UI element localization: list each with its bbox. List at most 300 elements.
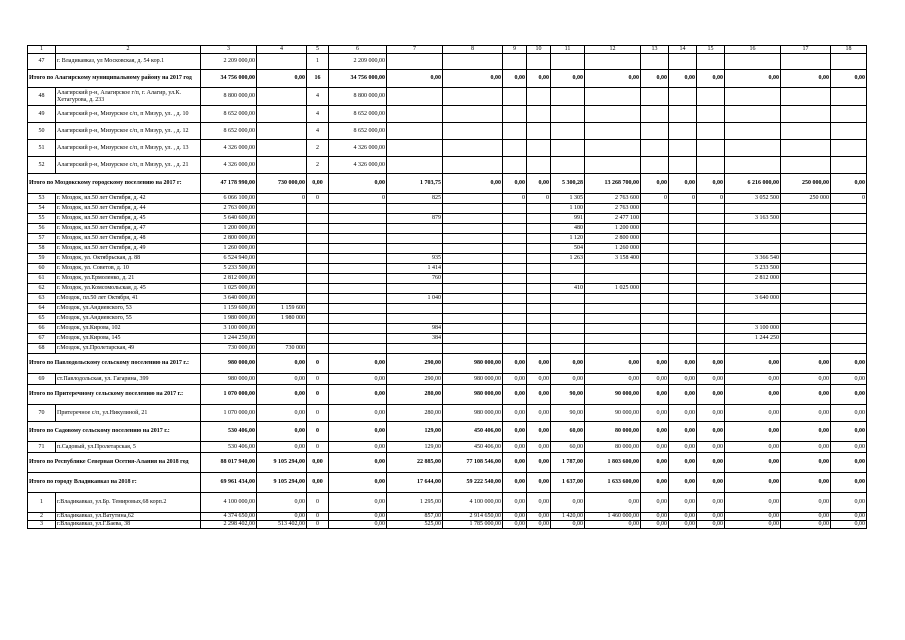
row-number: 49 <box>28 106 56 123</box>
table-cell <box>443 140 503 157</box>
table-cell: 980 000,00 <box>443 385 503 405</box>
table-cell <box>669 54 697 70</box>
table-cell <box>443 157 503 174</box>
table-row <box>28 274 867 284</box>
table-cell <box>443 334 503 344</box>
subtotal-row <box>28 354 867 374</box>
table-cell: 2 800 000 <box>585 234 641 244</box>
table-cell <box>831 54 867 70</box>
table-cell <box>669 274 697 284</box>
row-number: 63 <box>28 294 56 304</box>
table-cell <box>831 344 867 354</box>
table-cell: 0,00 <box>503 493 527 513</box>
row-number: 68 <box>28 344 56 354</box>
row-number: 55 <box>28 214 56 224</box>
table-cell <box>503 54 527 70</box>
address-cell: г. Моздок, ил.50 лет Октября, д. 49 <box>56 244 201 254</box>
table-cell: 0,00 <box>697 521 725 529</box>
table-cell <box>725 204 781 214</box>
table-row <box>28 284 867 294</box>
table-cell <box>257 234 307 244</box>
table-cell <box>387 204 443 214</box>
table-cell <box>697 88 725 106</box>
table-cell <box>781 284 831 294</box>
address-cell: г.Моздок, ул.Андиевского, 55 <box>56 314 201 324</box>
table-cell: 8 652 000,00 <box>201 123 257 140</box>
table-cell <box>527 334 551 344</box>
table-cell <box>503 344 527 354</box>
table-cell <box>831 264 867 274</box>
table-cell <box>551 344 585 354</box>
table-cell: 0,00 <box>641 473 669 493</box>
table-cell: 0,00 <box>257 70 307 88</box>
table-cell: 0,00 <box>781 405 831 422</box>
table-cell: 0,00 <box>697 473 725 493</box>
table-cell: 2 763 000 <box>585 204 641 214</box>
table-cell: 0,00 <box>329 174 387 194</box>
table-cell: 0,00 <box>831 493 867 513</box>
table-cell: 2 812 000,00 <box>201 274 257 284</box>
table-cell: 77 108 546,00 <box>443 453 503 473</box>
table-cell <box>503 157 527 174</box>
table-cell: 17 644,00 <box>387 473 443 493</box>
table-cell: 1 025 000 <box>585 284 641 294</box>
table-cell <box>781 304 831 314</box>
table-cell: 0 <box>669 194 697 204</box>
table-cell <box>585 88 641 106</box>
table-cell: 4 <box>307 88 329 106</box>
table-cell: 0,00 <box>527 493 551 513</box>
table-cell: 16 <box>307 70 329 88</box>
table-cell <box>257 140 307 157</box>
table-cell <box>527 244 551 254</box>
table-cell <box>551 123 585 140</box>
table-cell <box>443 88 503 106</box>
table-cell <box>781 274 831 284</box>
table-cell: 2 <box>307 140 329 157</box>
table-cell <box>329 344 387 354</box>
table-cell <box>641 304 669 314</box>
table-cell <box>257 294 307 304</box>
row-number: 53 <box>28 194 56 204</box>
table-cell <box>443 264 503 274</box>
subtotal-label: Итого по Моздокскому городскому поселению на 2017 г: <box>28 174 201 194</box>
table-cell <box>641 54 669 70</box>
table-cell: 60,00 <box>551 442 585 453</box>
table-cell: 0 <box>641 194 669 204</box>
row-number: 51 <box>28 140 56 157</box>
table-cell <box>669 140 697 157</box>
table-cell <box>697 274 725 284</box>
subtotal-label: Итого по Садовому сельскому поселению на 2017 г.: <box>28 422 201 442</box>
address-cell: Притеречное с/п, ул.Никулиной, 21 <box>56 405 201 422</box>
table-row <box>28 214 867 224</box>
table-cell: 760 <box>387 274 443 284</box>
table-cell: 0 <box>307 374 329 385</box>
table-cell <box>697 314 725 324</box>
table-cell: 0,00 <box>585 70 641 88</box>
table-cell: 0,00 <box>551 374 585 385</box>
table-cell <box>669 334 697 344</box>
address-cell: п.Садовый, ул.Пролетарская, 5 <box>56 442 201 453</box>
table-cell <box>781 54 831 70</box>
table-cell <box>443 123 503 140</box>
table-cell: 857,00 <box>387 513 443 521</box>
table-cell: 0,00 <box>669 70 697 88</box>
table-cell <box>307 214 329 224</box>
table-cell <box>527 274 551 284</box>
table-cell <box>781 334 831 344</box>
table-cell <box>551 140 585 157</box>
table-cell: 2 209 000,00 <box>329 54 387 70</box>
table-cell: 0,00 <box>697 385 725 405</box>
table-cell <box>551 304 585 314</box>
table-cell: 0,00 <box>443 70 503 88</box>
table-cell <box>669 344 697 354</box>
table-cell: 88 017 940,00 <box>201 453 257 473</box>
table-cell: 69 961 434,00 <box>201 473 257 493</box>
table-cell <box>527 234 551 244</box>
table-cell: 980 000,00 <box>443 405 503 422</box>
table-cell: 1 159 600 <box>257 304 307 314</box>
table-cell <box>503 254 527 264</box>
table-cell: 0,00 <box>669 453 697 473</box>
table-cell: 2 812 000 <box>725 274 781 284</box>
table-cell: 0,00 <box>725 493 781 513</box>
table-cell <box>527 106 551 123</box>
table-cell: 2 800 000,00 <box>201 234 257 244</box>
table-cell: 0,00 <box>831 354 867 374</box>
address-cell: Алагирский р-н, Мизурское с/п, п Мизур, ул. , д. 12 <box>56 123 201 140</box>
table-cell: 0,00 <box>831 453 867 473</box>
table-cell: 980 000,00 <box>443 354 503 374</box>
table-cell: 0,00 <box>641 405 669 422</box>
subtotal-row <box>28 174 867 194</box>
table-cell <box>725 106 781 123</box>
table-cell <box>551 324 585 334</box>
table-cell <box>725 224 781 234</box>
subtotal-label: Итого по городу Владикавказ на 2018 г: <box>28 473 201 493</box>
subtotal-row <box>28 453 867 473</box>
table-cell: 0,00 <box>641 422 669 442</box>
table-cell <box>669 314 697 324</box>
table-cell: 0,00 <box>527 385 551 405</box>
table-cell <box>329 204 387 214</box>
table-cell <box>329 234 387 244</box>
table-cell: 730 000,00 <box>257 174 307 194</box>
table-cell: 3 640 000,00 <box>201 294 257 304</box>
table-cell: 0,00 <box>831 174 867 194</box>
table-cell <box>697 54 725 70</box>
table-cell: 6 216 000,00 <box>725 174 781 194</box>
address-cell: г. Моздок, ил.50 лет Октября, д. 48 <box>56 234 201 244</box>
table-cell: 1 200 000,00 <box>201 224 257 234</box>
table-cell <box>585 324 641 334</box>
table-cell: 5 233 500 <box>725 264 781 274</box>
table-cell: 0,00 <box>781 473 831 493</box>
table-cell: 1 120 <box>551 234 585 244</box>
table-cell <box>585 157 641 174</box>
table-cell <box>503 214 527 224</box>
table-cell: 0,00 <box>725 513 781 521</box>
table-cell <box>641 274 669 284</box>
column-number: 15 <box>697 46 725 54</box>
table-cell: 0,00 <box>697 442 725 453</box>
table-cell: 0,00 <box>307 473 329 493</box>
table-cell: 0,00 <box>329 513 387 521</box>
table-cell <box>527 314 551 324</box>
table-cell <box>551 334 585 344</box>
table-cell: 0,00 <box>669 405 697 422</box>
table-cell <box>831 314 867 324</box>
table-cell: 0 <box>307 385 329 405</box>
table-cell <box>669 294 697 304</box>
table-cell: 0,00 <box>329 453 387 473</box>
table-cell <box>329 304 387 314</box>
table-cell: 0,00 <box>669 422 697 442</box>
table-cell: 0,00 <box>697 493 725 513</box>
table-cell <box>257 88 307 106</box>
row-number: 71 <box>28 442 56 453</box>
table-cell: 0,00 <box>697 513 725 521</box>
table-cell: 0,00 <box>725 374 781 385</box>
column-number: 1 <box>28 46 56 54</box>
table-cell <box>641 244 669 254</box>
table-cell <box>387 54 443 70</box>
table-cell <box>503 314 527 324</box>
table-cell: 0,00 <box>257 442 307 453</box>
table-cell <box>503 140 527 157</box>
table-cell: 0,00 <box>831 374 867 385</box>
table-row <box>28 157 867 174</box>
table-row <box>28 204 867 214</box>
address-cell: г. Моздок, ул. Октябрьская, д. 88 <box>56 254 201 264</box>
row-number: 59 <box>28 254 56 264</box>
table-cell <box>551 157 585 174</box>
table-cell <box>307 244 329 254</box>
table-cell: 0,00 <box>669 442 697 453</box>
table-cell <box>387 157 443 174</box>
table-cell <box>641 123 669 140</box>
row-number: 70 <box>28 405 56 422</box>
table-cell <box>257 214 307 224</box>
table-cell <box>503 204 527 214</box>
table-cell: 0,00 <box>527 513 551 521</box>
table-cell: 0,00 <box>697 405 725 422</box>
table-cell: 0 <box>307 354 329 374</box>
table-cell: 0,00 <box>257 354 307 374</box>
table-cell <box>831 214 867 224</box>
table-cell: 4 326 000,00 <box>201 157 257 174</box>
table-cell <box>641 344 669 354</box>
table-cell <box>307 314 329 324</box>
table-row <box>28 314 867 324</box>
table-cell: 0,00 <box>257 513 307 521</box>
table-row <box>28 234 867 244</box>
table-cell: 991 <box>551 214 585 224</box>
table-cell <box>669 234 697 244</box>
subtotal-label: Итого по Павлодольскому сельскому поселению на 2017 г.: <box>28 354 201 374</box>
table-cell <box>725 54 781 70</box>
table-cell <box>307 324 329 334</box>
address-cell: г. Моздок, ил.50 лет Октября, д. 44 <box>56 204 201 214</box>
table-cell: 480 <box>551 224 585 234</box>
table-cell: 3 640 000 <box>725 294 781 304</box>
table-cell: 0 <box>307 521 329 529</box>
table-cell: 6 066 100,00 <box>201 194 257 204</box>
table-cell <box>503 324 527 334</box>
table-cell <box>831 88 867 106</box>
table-cell <box>257 274 307 284</box>
table-cell: 0,00 <box>641 374 669 385</box>
table-cell <box>329 224 387 234</box>
address-cell: г.Моздок, ул.Пролетарская, 49 <box>56 344 201 354</box>
table-cell <box>669 254 697 264</box>
table-cell: 1 <box>307 54 329 70</box>
table-cell: 0,00 <box>641 442 669 453</box>
table-cell: 0,00 <box>257 385 307 405</box>
table-cell <box>387 88 443 106</box>
table-cell: 0,00 <box>585 521 641 529</box>
table-cell <box>641 294 669 304</box>
table-cell: 0,00 <box>697 174 725 194</box>
column-number: 5 <box>307 46 329 54</box>
table-cell: 1 803 600,00 <box>585 453 641 473</box>
row-number: 50 <box>28 123 56 140</box>
table-cell: 1 100 <box>551 204 585 214</box>
table-cell <box>781 254 831 264</box>
table-cell <box>503 304 527 314</box>
table-cell: 1 200 000 <box>585 224 641 234</box>
table-cell <box>781 224 831 234</box>
table-cell: 1 633 600,00 <box>585 473 641 493</box>
table-cell: 825 <box>387 194 443 204</box>
table-cell: 8 652 000,00 <box>201 106 257 123</box>
table-cell <box>307 274 329 284</box>
table-cell: 8 652 000,00 <box>329 106 387 123</box>
table-cell <box>697 344 725 354</box>
table-cell <box>503 234 527 244</box>
table-cell <box>551 294 585 304</box>
table-cell <box>503 284 527 294</box>
table-cell <box>307 304 329 314</box>
table-cell <box>781 123 831 140</box>
row-number: 60 <box>28 264 56 274</box>
address-cell: г.Моздок, ул.Кирова, 102 <box>56 324 201 334</box>
table-cell <box>697 157 725 174</box>
table-cell <box>387 304 443 314</box>
table-cell <box>257 157 307 174</box>
table-cell: 730 000 <box>257 344 307 354</box>
table-cell <box>527 304 551 314</box>
address-cell: г.Владикавказ, ул.Бр. Темировых,68 корп.2 <box>56 493 201 513</box>
table-cell <box>503 244 527 254</box>
table-cell <box>503 274 527 284</box>
table-cell: 0,00 <box>527 405 551 422</box>
subtotal-label: Итого по Республике Северная Осетия-Алания на 2018 год <box>28 453 201 473</box>
table-cell <box>641 234 669 244</box>
table-cell: 530 406,00 <box>201 422 257 442</box>
table-cell <box>831 106 867 123</box>
table-cell <box>585 314 641 324</box>
table-cell: 1 244 250 <box>725 334 781 344</box>
table-cell: 2 763 600 <box>585 194 641 204</box>
table-cell: 4 326 000,00 <box>329 157 387 174</box>
table-cell: 4 100 000,00 <box>443 493 503 513</box>
table-cell <box>307 344 329 354</box>
table-cell: 3 100 000 <box>725 324 781 334</box>
table-row <box>28 224 867 234</box>
table-cell: 0,00 <box>503 70 527 88</box>
table-cell <box>781 234 831 244</box>
table-cell <box>585 140 641 157</box>
table-cell: 935 <box>387 254 443 264</box>
table-cell <box>329 334 387 344</box>
table-cell <box>725 88 781 106</box>
table-cell <box>387 244 443 254</box>
table-cell: 0,00 <box>551 521 585 529</box>
table-cell: 5 640 600,00 <box>201 214 257 224</box>
table-cell <box>257 284 307 294</box>
table-cell: 410 <box>551 284 585 294</box>
table-cell <box>725 284 781 294</box>
table-cell: 1 305 <box>551 194 585 204</box>
table-cell: 0,00 <box>831 385 867 405</box>
table-cell: 0,00 <box>641 453 669 473</box>
table-cell: 0,00 <box>641 70 669 88</box>
table-cell <box>443 304 503 314</box>
table-cell <box>443 254 503 264</box>
table-cell <box>585 264 641 274</box>
table-cell <box>697 106 725 123</box>
table-cell <box>387 344 443 354</box>
table-cell: 47 178 990,00 <box>201 174 257 194</box>
table-cell <box>697 204 725 214</box>
address-cell: г. Моздок, ил.50 лет Октября, д. 47 <box>56 224 201 234</box>
table-row <box>28 244 867 254</box>
column-number: 3 <box>201 46 257 54</box>
table-cell: 0,00 <box>585 374 641 385</box>
table-cell: 0,00 <box>527 521 551 529</box>
table-cell: 1 420,00 <box>551 513 585 521</box>
table-cell <box>831 284 867 294</box>
table-cell: 0,00 <box>527 374 551 385</box>
table-cell: 3 158 400 <box>585 254 641 264</box>
table-cell: 0,00 <box>781 513 831 521</box>
table-cell: 0,00 <box>831 70 867 88</box>
table-cell: 2 298 402,00 <box>201 521 257 529</box>
table-cell: 2 <box>307 157 329 174</box>
table-cell <box>329 254 387 264</box>
table-cell: 0 <box>831 194 867 204</box>
table-cell: 0,00 <box>781 521 831 529</box>
table-cell <box>781 157 831 174</box>
row-number: 47 <box>28 54 56 70</box>
table-cell <box>307 264 329 274</box>
table-cell: 0,00 <box>669 174 697 194</box>
row-number: 3 <box>28 521 56 529</box>
table-cell: 0,00 <box>781 70 831 88</box>
table-cell: 530 406,00 <box>201 442 257 453</box>
table-cell: 0,00 <box>641 513 669 521</box>
table-cell: 0,00 <box>329 473 387 493</box>
table-cell: 0,00 <box>551 70 585 88</box>
column-number: 6 <box>329 46 387 54</box>
table-cell <box>551 314 585 324</box>
address-cell: г.Владикавказ, ул.Г.Баева, 38 <box>56 521 201 529</box>
row-number: 56 <box>28 224 56 234</box>
table-cell <box>831 244 867 254</box>
